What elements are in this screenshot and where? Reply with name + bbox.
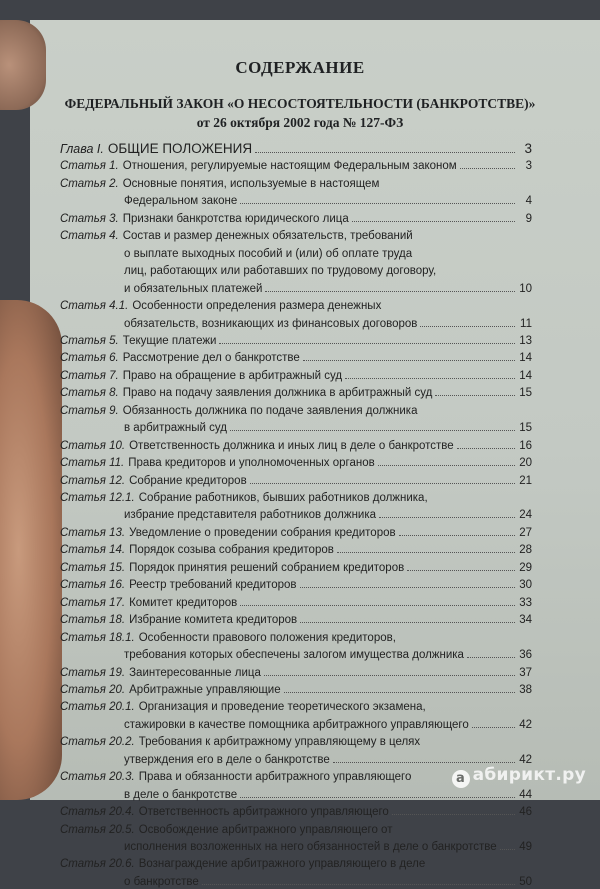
toc-entry <box>60 177 532 191</box>
leader-dots <box>202 884 515 885</box>
toc-entry-continuation-text: лиц, работающих или работавших по трудовому договору, <box>124 265 437 278</box>
toc-entry-label: Статья 9. <box>60 404 119 417</box>
leader-dots <box>255 152 515 153</box>
toc-entry-page: 46 <box>519 806 532 819</box>
toc-entry-page: 21 <box>519 474 532 487</box>
toc-entry-continuation <box>124 264 532 278</box>
toc-entry-page: 33 <box>519 596 532 609</box>
toc-entry-label: Статья 14. <box>60 544 126 557</box>
leader-dots <box>460 168 515 169</box>
toc-entry-title: Текущие платежи <box>122 334 217 347</box>
toc-entry <box>60 159 532 173</box>
toc-entry-label: Статья 20.1. <box>60 701 135 714</box>
toc-entry-label: Глава I. <box>60 142 104 156</box>
toc-entry-title: Организация и проведение теоретического экзамена, <box>138 701 426 714</box>
toc-entry-title: Освобождение арбитражного управляющего от <box>138 823 393 836</box>
toc-entry-continuation-text: обязательств, возникающих из финансовых договоров <box>124 317 418 330</box>
toc-entry-page: 50 <box>519 875 532 888</box>
toc-entry-label: Статья 20.3. <box>60 771 135 784</box>
toc-entry-page: 49 <box>519 841 532 853</box>
toc-entry-label: Статья 20.6. <box>60 858 135 871</box>
toc-entry-title: Обязанность должника по подаче заявления должника <box>122 404 418 417</box>
leader-dots <box>457 448 515 449</box>
toc-entry-label: Статья 12.1. <box>60 492 135 504</box>
toc-entry-page: 14 <box>519 352 532 365</box>
toc-entry <box>60 857 532 871</box>
toc-entry <box>60 369 532 383</box>
leader-dots <box>472 727 515 728</box>
leader-dots <box>345 378 515 379</box>
toc-entry-label: Статья 18. <box>60 614 126 627</box>
toc-entry-continuation <box>124 840 532 854</box>
toc-entry <box>60 351 532 365</box>
toc-entry-page: 3 <box>525 160 532 173</box>
toc-entry-title: Арбитражные управляющие <box>129 683 281 696</box>
leader-dots <box>379 517 515 518</box>
toc-entry-continuation <box>124 508 532 522</box>
toc-entry <box>60 666 532 680</box>
toc-entry <box>60 700 532 714</box>
toc-entry <box>60 823 532 837</box>
toc-entry-label: Статья 20.2. <box>60 736 135 749</box>
leader-dots <box>284 692 515 693</box>
leader-dots <box>500 849 515 850</box>
watermark-text: абирикт.ру <box>472 765 586 785</box>
leader-dots <box>230 430 515 431</box>
toc-entry-continuation <box>124 648 532 662</box>
toc-entry-page: 37 <box>519 666 532 679</box>
leader-dots <box>399 535 515 536</box>
toc-entry-title: Рассмотрение дел о банкротстве <box>122 352 300 365</box>
toc-entry-title: Вознаграждение арбитражного управляющего в деле <box>138 858 426 871</box>
toc-entry-title: Основные понятия, используемые в настоящем <box>122 177 380 190</box>
toc-entry <box>60 229 532 243</box>
toc-entry-label: Статья 4. <box>60 230 119 243</box>
toc-entry-title: Права и обязанности арбитражного управляющего <box>138 771 412 784</box>
toc-entry-continuation-text: о выплате выходных пособий и (или) об оплате труда <box>124 247 413 260</box>
toc-entry-title: Ответственность должника и иных лиц в деле о банкротстве <box>129 439 454 452</box>
toc-entry-title: Уведомление о проведении собрания кредиторов <box>129 526 396 539</box>
toc-entry-continuation <box>124 194 532 208</box>
toc-entry <box>60 596 532 610</box>
watermark <box>452 765 586 788</box>
toc-entry-label: Статья 2. <box>60 177 119 190</box>
toc-entry-label: Статья 10. <box>60 439 126 452</box>
toc-entry-label: Статья 20.4. <box>60 806 135 819</box>
toc-entry <box>60 805 532 819</box>
toc-entry <box>60 561 532 575</box>
toc-entry <box>60 543 532 557</box>
leader-dots <box>240 203 515 204</box>
toc-entry-page: 15 <box>519 422 532 435</box>
leader-dots <box>407 570 515 571</box>
watermark-logo: а <box>452 770 470 788</box>
leader-dots <box>300 622 515 623</box>
toc-entry-label: Статья 5. <box>60 334 119 347</box>
toc-entry-title: Отношения, регулируемые настоящим Федеральным законом <box>122 160 457 173</box>
toc-entry-continuation <box>124 317 532 331</box>
toc-entry-continuation <box>124 421 532 435</box>
toc-entry <box>60 386 532 400</box>
leader-dots <box>265 291 515 292</box>
toc-entry <box>60 613 532 627</box>
toc-entry-continuation <box>124 718 532 732</box>
toc-entry-title: Особенности правового положения кредиторов, <box>138 631 396 644</box>
leader-dots <box>264 675 515 676</box>
toc-entry <box>60 439 532 453</box>
toc-entry-label: Статья 11. <box>60 457 125 470</box>
toc-entry <box>60 631 532 645</box>
toc-entry-continuation-text: и обязательных платежей <box>124 282 263 295</box>
toc-entry-label: Статья 18.1. <box>60 631 135 644</box>
toc-entry-title: Требования к арбитражному управляющему в целях <box>138 736 421 749</box>
leader-dots <box>337 552 515 553</box>
toc-entry-title: Состав и размер денежных обязательств, требований <box>122 230 413 243</box>
toc-entry-continuation-text: исполнения возложенных на него обязанностей в деле о банкротстве <box>124 841 497 853</box>
toc-entry-title: Ответственность арбитражного управляющего <box>138 806 389 819</box>
toc-entry-page: 24 <box>519 509 532 522</box>
toc-entry-page: 10 <box>519 282 532 295</box>
toc-entry <box>60 404 532 418</box>
toc-entry <box>60 299 532 313</box>
toc-entry-title: Право на обращение в арбитражный суд <box>122 369 343 382</box>
toc-entry-title: Права кредиторов и уполномоченных органов <box>128 457 375 470</box>
toc-entry-continuation <box>124 875 532 889</box>
toc-entry-title: Право на подачу заявления должника в арбитражный суд <box>122 387 433 400</box>
toc-entry-continuation-text: стажировки в качестве помощника арбитражного управляющего <box>124 718 469 731</box>
toc-entry-page: 36 <box>519 649 532 662</box>
toc-entry-label: Статья 20.5. <box>60 823 135 836</box>
leader-dots <box>435 395 515 396</box>
toc-entry <box>60 578 532 592</box>
toc-entry-label: Статья 15. <box>60 561 126 574</box>
toc-entry-continuation-text: в арбитражный суд <box>124 422 227 435</box>
toc-entry-continuation-text: Федеральном законе <box>124 195 238 208</box>
leader-dots <box>333 762 515 763</box>
leader-dots <box>240 605 515 606</box>
toc-entry-label: Статья 6. <box>60 352 119 365</box>
leader-dots <box>250 483 515 484</box>
toc-entry-page: 3 <box>524 141 532 156</box>
toc-entry-label: Статья 20. <box>60 683 126 696</box>
leader-dots <box>467 657 515 658</box>
toc-entry <box>60 142 532 156</box>
toc-entry-label: Статья 1. <box>60 160 119 173</box>
toc-entry-page: 9 <box>525 212 532 225</box>
toc-entry-continuation-text: утверждения его в деле о банкротстве <box>124 753 330 766</box>
toc-entry-continuation <box>124 282 532 296</box>
toc-entry-title: Собрание работников, бывших работников должника, <box>138 492 428 504</box>
toc-entry-continuation-text: о банкротстве <box>124 875 199 888</box>
toc-entry-page: 13 <box>519 334 532 347</box>
toc-entry-continuation-text: в деле о банкротстве <box>124 788 238 801</box>
toc-entry-page: 38 <box>519 683 532 696</box>
toc-entry-page: 27 <box>519 526 532 539</box>
toc-entry-page: 4 <box>525 195 532 208</box>
toc-entry-label: Статья 4.1. <box>60 300 129 313</box>
law-date: от 26 октября 2002 года № 127-ФЗ <box>196 115 404 130</box>
toc-entry-title: Особенности определения размера денежных <box>132 300 382 313</box>
toc-entry-title: ОБЩИЕ ПОЛОЖЕНИЯ <box>107 141 253 156</box>
toc-entry-title: Заинтересованные лица <box>129 666 261 679</box>
leader-dots <box>219 343 515 344</box>
toc-entry-page: 11 <box>520 317 532 330</box>
toc-entry <box>60 735 532 749</box>
toc-entry <box>60 683 532 697</box>
toc-entry-title: Реестр требований кредиторов <box>129 579 297 592</box>
toc-entry-page: 44 <box>519 788 532 801</box>
toc-entry-label: Статья 12. <box>60 474 126 487</box>
toc-entry-title: Избрание комитета кредиторов <box>129 614 298 627</box>
toc-entry-label: Статья 13. <box>60 526 126 539</box>
page-title: СОДЕРЖАНИЕ <box>235 58 365 77</box>
toc-entry-page: 15 <box>519 387 532 400</box>
toc-entry <box>60 526 532 540</box>
toc-entry-title: Собрание кредиторов <box>129 474 247 487</box>
toc-entry-continuation-text: требования которых обеспечены залогом имущества должника <box>124 649 464 662</box>
toc-entry-label: Статья 3. <box>60 212 119 225</box>
toc-entry-label: Статья 17. <box>60 596 126 609</box>
toc-entry-title: Признаки банкротства юридического лица <box>122 212 349 225</box>
leader-dots <box>378 465 515 466</box>
toc-entry <box>60 456 532 470</box>
leader-dots <box>420 326 515 327</box>
toc-entry-label: Статья 16. <box>60 579 126 592</box>
toc-entry-continuation <box>124 247 532 261</box>
toc-entry <box>60 491 532 505</box>
leader-dots <box>392 814 515 815</box>
toc-entry-page: 34 <box>519 614 532 627</box>
toc-entry-label: Статья 19. <box>60 666 126 679</box>
leader-dots <box>303 360 515 361</box>
law-title: ФЕДЕРАЛЬНЫЙ ЗАКОН «О НЕСОСТОЯТЕЛЬНОСТИ (БАНКРОТСТВЕ)» <box>64 96 536 111</box>
toc-entry-page: 42 <box>519 753 532 766</box>
toc-entry <box>60 334 532 348</box>
toc-entry <box>60 474 532 488</box>
toc-entry-page: 16 <box>519 439 532 452</box>
toc-entry-title: Порядок принятия решений собранием кредиторов <box>129 561 405 574</box>
toc-entry <box>60 212 532 226</box>
toc-entry-page: 20 <box>519 457 532 470</box>
toc-entry-page: 29 <box>519 561 532 574</box>
toc-entry-page: 30 <box>519 579 532 592</box>
leader-dots <box>300 587 516 588</box>
toc-entry-page: 42 <box>519 718 532 731</box>
toc-entry-label: Статья 7. <box>60 369 119 382</box>
toc-entry-page: 14 <box>519 369 532 382</box>
toc-entry-label: Статья 8. <box>60 387 119 400</box>
toc-entry-continuation-text: избрание представителя работников должника <box>124 509 377 522</box>
toc-entry-title: Порядок созыва собрания кредиторов <box>129 544 334 557</box>
toc-entry-title: Комитет кредиторов <box>129 596 238 609</box>
leader-dots <box>352 221 515 222</box>
leader-dots <box>240 797 515 798</box>
toc-entry-page: 28 <box>519 544 532 557</box>
